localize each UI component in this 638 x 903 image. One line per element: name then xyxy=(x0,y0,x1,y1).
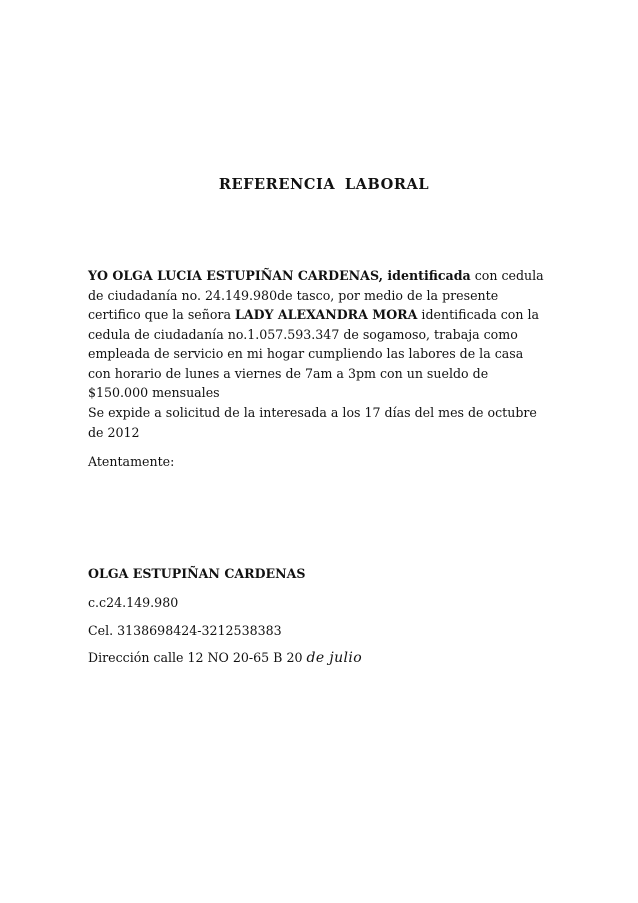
paragraph-line: de 2012 xyxy=(88,424,140,440)
paragraph-line: cedula de ciudadanía no.1.057.593.347 de sogamoso, trabaja como xyxy=(88,326,518,342)
closing-salutation: Atentamente: xyxy=(88,454,175,469)
paragraph-line: de ciudadanía no. 24.149.980de tasco, por medio de la presente xyxy=(88,287,499,303)
employee-name: LADY ALEXANDRA MORA xyxy=(234,307,418,322)
paragraph-line xyxy=(88,266,558,286)
issuer-name: YO OLGA LUCIA ESTUPIÑAN CARDENAS, identificada xyxy=(88,268,471,283)
document-title: REFERENCIA LABORAL xyxy=(218,176,430,193)
issuance-paragraph xyxy=(88,403,558,442)
signer-name: OLGA ESTUPIÑAN CARDENAS xyxy=(88,566,306,581)
paragraph-text: certifico que la señora xyxy=(88,307,235,322)
address-script-text: de julio xyxy=(306,650,363,666)
signer-address xyxy=(88,648,558,669)
paragraph-line: $150.000 mensuales xyxy=(88,385,220,400)
certification-paragraph xyxy=(88,266,558,403)
paragraph-line: empleada de servicio en mi hogar cumpliendo las labores de la casa xyxy=(88,346,524,361)
paragraph-text: identificada con la xyxy=(417,307,539,322)
signer-id: c.c24.149.980 xyxy=(88,595,179,610)
address-text: Dirección calle 12 NO 20-65 B 20 xyxy=(88,650,307,665)
paragraph-line xyxy=(88,305,558,325)
signer-phone: Cel. 3138698424-3212538383 xyxy=(88,623,282,638)
paragraph-line: con horario de lunes a viernes de 7am a 3pm con un sueldo de xyxy=(88,365,489,381)
paragraph-text: con cedula xyxy=(470,268,544,283)
paragraph-line: Se expide a solicitud de la interesada a los 17 días del mes de octubre xyxy=(88,405,537,420)
